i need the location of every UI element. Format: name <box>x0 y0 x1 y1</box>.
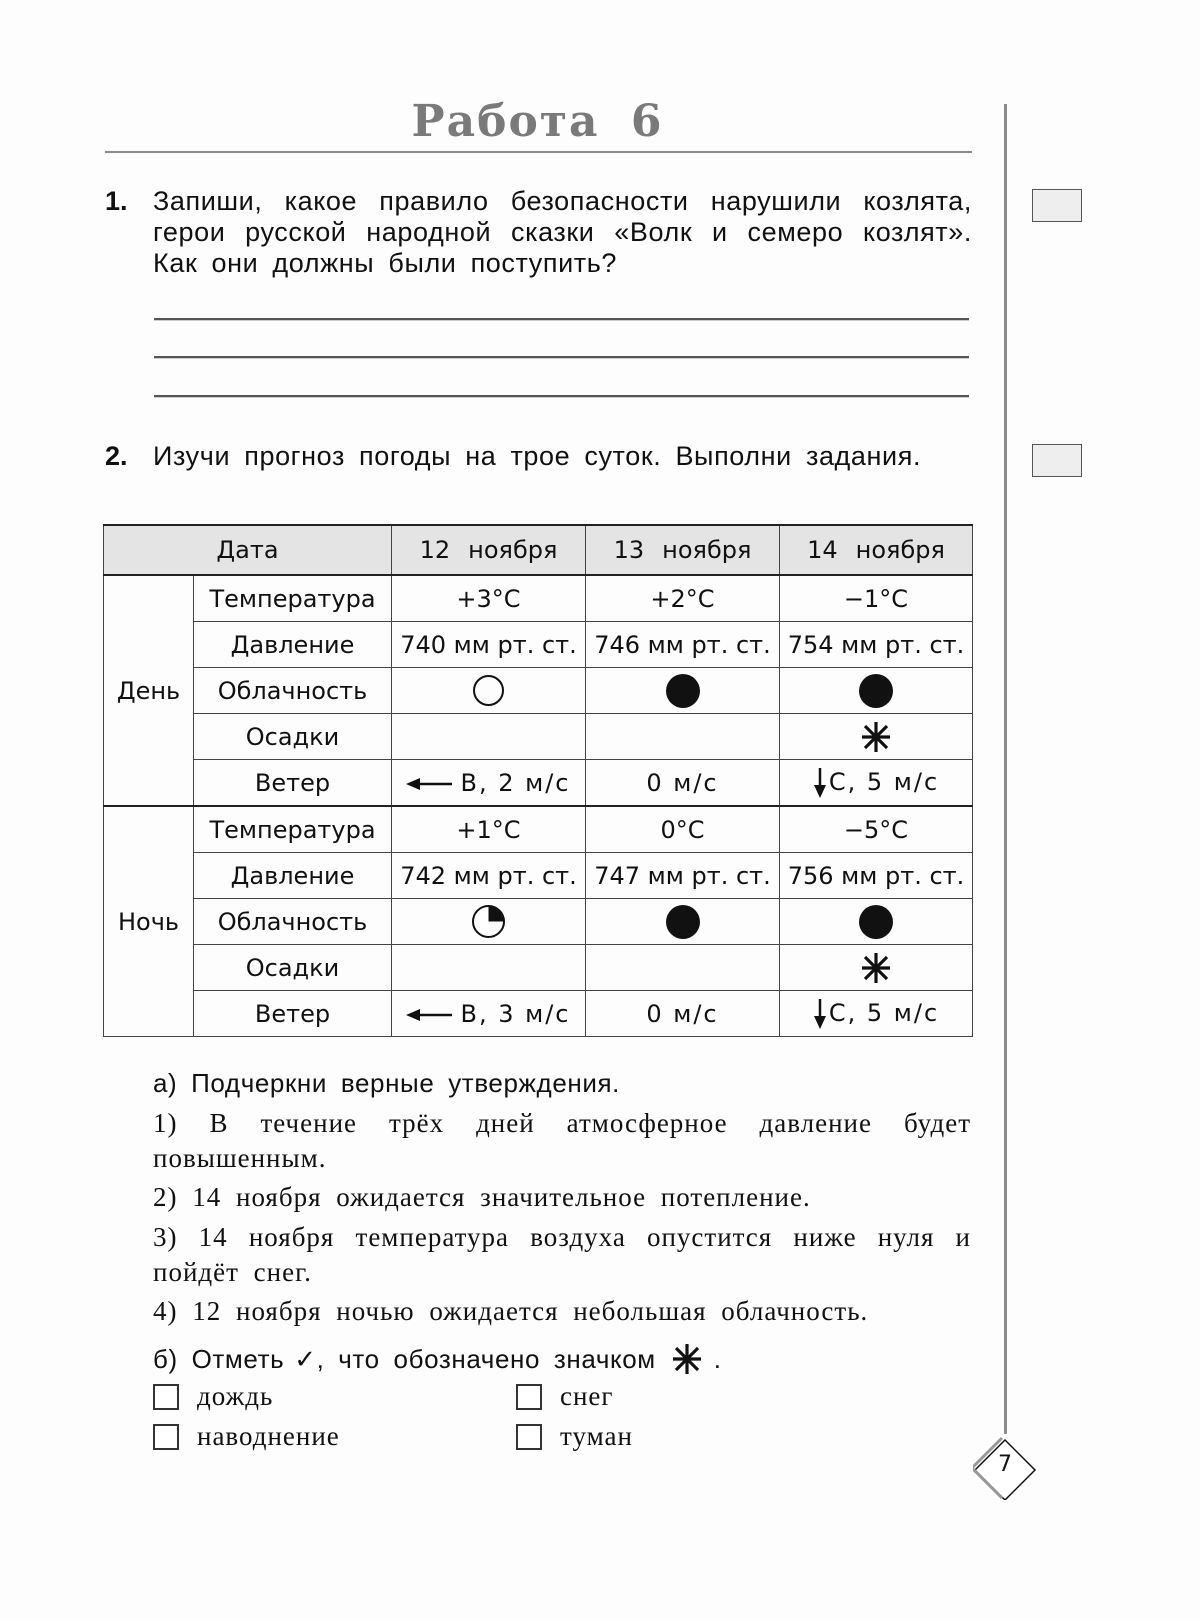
cloud-cell <box>586 899 780 945</box>
precip-cell <box>392 945 586 991</box>
page-number: 7 <box>998 1452 1012 1477</box>
score-box-task-2[interactable] <box>1032 444 1082 477</box>
task-text: Изучи прогноз погоды на трое суток. Выполни задания. <box>153 441 922 471</box>
date-day: 12 <box>419 536 451 564</box>
date-month: ноября <box>855 536 945 564</box>
table-row <box>104 575 973 622</box>
value-cell: −1°C <box>780 575 973 622</box>
statement-3[interactable]: 3) 14 ноября температура воздуха опустится ниже нуля и пойдёт снег. <box>153 1222 971 1287</box>
clear-circle-icon <box>473 675 504 706</box>
value-cell: 746 мм рт. ст. <box>586 622 780 668</box>
checkbox-rain[interactable] <box>153 1384 179 1410</box>
precip-cell <box>780 945 973 991</box>
precip-cell <box>780 714 973 760</box>
task-text: Запиши, какое правило безопасности нарушили козлята, герои русской народной сказки «Волк и семеро козлят». Как они должны были поступить? <box>153 186 972 278</box>
wind-value: 0 м/с <box>646 999 719 1028</box>
checkbox-fog[interactable] <box>516 1424 542 1450</box>
date-day: 14 <box>807 536 838 564</box>
value-cell: 747 мм рт. ст. <box>586 853 780 899</box>
part-b-middle: , что обозначено значком <box>316 1343 656 1374</box>
period-label: Ночь <box>104 806 194 1037</box>
option-label-rain: дождь <box>197 1381 274 1411</box>
part-b-prefix: б) Отметь <box>153 1343 285 1374</box>
option-label-flood: наводнение <box>197 1421 340 1451</box>
precip-cell <box>586 945 780 991</box>
cloud-cell <box>586 668 780 714</box>
margin-divider <box>1004 104 1007 1434</box>
header-date-2 <box>586 525 780 575</box>
row-label: Температура <box>194 806 392 853</box>
value-cell: +3°C <box>392 575 586 622</box>
date-day: 13 <box>613 536 645 564</box>
option-label-fog: туман <box>560 1421 633 1451</box>
wind-value: В, 2 м/с <box>460 768 571 797</box>
snow-icon <box>670 1342 704 1376</box>
wind-value: С, 5 м/с <box>828 767 940 796</box>
table-row <box>104 806 973 853</box>
snow-icon <box>859 720 893 754</box>
arrow-left-icon <box>406 777 454 791</box>
value-cell: −5°C <box>780 806 973 853</box>
cloud-cell <box>780 668 973 714</box>
statement-4[interactable]: 4) 12 ноября ночью ожидается небольшая облачность. <box>153 1296 869 1326</box>
date-month: ноября <box>662 536 752 564</box>
row-label: Давление <box>194 853 392 899</box>
overcast-circle-icon <box>666 905 700 939</box>
row-label: Осадки <box>194 945 392 991</box>
table-row <box>104 714 973 760</box>
wind-value: 0 м/с <box>646 768 719 797</box>
row-label: Облачность <box>194 899 392 945</box>
cloud-cell <box>780 899 973 945</box>
title-divider <box>105 151 972 153</box>
value-cell: 742 мм рт. ст. <box>392 853 586 899</box>
option-label-snow: снег <box>560 1381 614 1411</box>
overcast-circle-icon <box>859 674 893 708</box>
value-cell: 0°C <box>586 806 780 853</box>
score-box-task-1[interactable] <box>1032 189 1082 222</box>
header-date-1 <box>392 525 586 575</box>
wind-value: С, 5 м/с <box>828 998 940 1027</box>
part-b-heading <box>153 1342 971 1376</box>
row-label: Ветер <box>194 760 392 807</box>
precip-cell <box>586 714 780 760</box>
page-title: Работа 6 <box>411 96 664 147</box>
checkbox-flood[interactable] <box>153 1424 179 1450</box>
wind-value: В, 3 м/с <box>460 999 571 1028</box>
part-b-suffix: . <box>713 1343 722 1374</box>
cloud-cell <box>392 668 586 714</box>
arrow-down-icon <box>813 768 827 798</box>
table-row <box>104 760 973 807</box>
checkmark-icon: ✓ <box>294 1343 317 1374</box>
part-a-heading: а) Подчеркни верные утверждения. <box>153 1068 620 1098</box>
value-cell: 754 мм рт. ст. <box>780 622 973 668</box>
value-cell: +2°C <box>586 575 780 622</box>
wind-cell <box>586 991 780 1037</box>
precip-cell <box>392 714 586 760</box>
header-date-3 <box>780 525 973 575</box>
wind-cell <box>392 991 586 1037</box>
wind-cell <box>586 760 780 807</box>
weather-forecast-table <box>103 524 973 1037</box>
row-label: Давление <box>194 622 392 668</box>
header-date-label: Дата <box>104 525 392 575</box>
answer-line[interactable] <box>154 356 969 359</box>
wind-cell <box>392 760 586 807</box>
row-label: Облачность <box>194 668 392 714</box>
row-label: Ветер <box>194 991 392 1037</box>
row-label: Температура <box>194 575 392 622</box>
wind-cell <box>780 991 973 1037</box>
task-number: 2. <box>105 441 128 471</box>
value-cell: +1°C <box>392 806 586 853</box>
period-label: День <box>104 575 194 806</box>
overcast-circle-icon <box>666 674 700 708</box>
checkbox-snow[interactable] <box>516 1384 542 1410</box>
overcast-circle-icon <box>859 905 893 939</box>
statement-2[interactable]: 2) 14 ноября ожидается значительное потепление. <box>153 1182 811 1212</box>
wind-cell <box>780 760 973 807</box>
answer-line[interactable] <box>154 395 969 398</box>
table-row <box>104 899 973 945</box>
snow-icon <box>859 951 893 985</box>
cloud-cell <box>392 899 586 945</box>
statement-1[interactable]: 1) В течение трёх дней атмосферное давление будет повышенным. <box>153 1108 971 1173</box>
arrow-left-icon <box>406 1008 454 1022</box>
date-month: ноября <box>468 536 558 564</box>
partly-cloudy-circle-icon <box>472 905 505 938</box>
answer-line[interactable] <box>154 318 969 321</box>
value-cell: 740 мм рт. ст. <box>392 622 586 668</box>
arrow-down-icon <box>813 999 827 1029</box>
table-row <box>104 668 973 714</box>
table-row <box>104 853 973 899</box>
table-header-row <box>104 525 973 575</box>
table-row <box>104 945 973 991</box>
value-cell: 756 мм рт. ст. <box>780 853 973 899</box>
table-row <box>104 991 973 1037</box>
table-row <box>104 622 973 668</box>
row-label: Осадки <box>194 714 392 760</box>
task-number: 1. <box>105 186 128 216</box>
